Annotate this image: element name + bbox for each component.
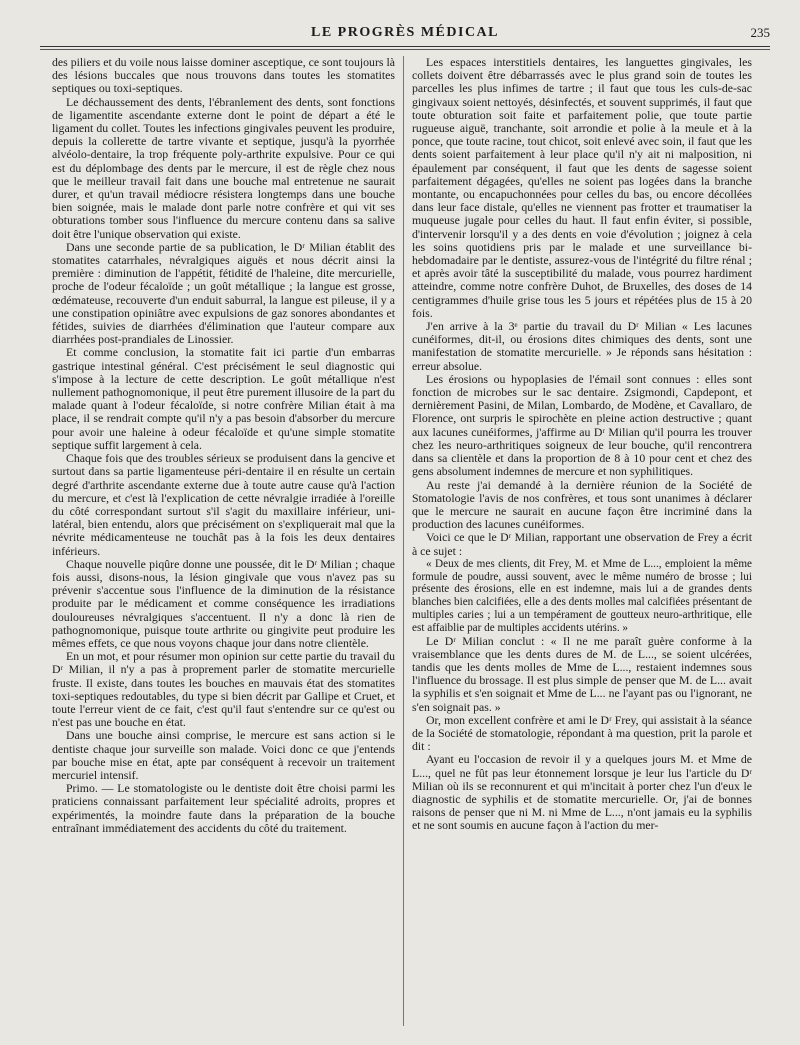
paragraph: Ayant eu l'occasion de revoir il y a quelques jours M. et Mme de L..., quel ne fût pas leur étonnement lorsque je leur lus l'article du Dʳ Milian où ils se reconnurent et qui m'incitait à porter chez l'un d'eux le diagnostic de syphilis et de stomatite mercurielle. Or, j'ai de bonnes raisons de penser que ni M. ni Mme de L..., n'ont jamais eu la syphilis et ne sont soumis en aucune façon à l'action du mer-	[412, 752, 752, 833]
paragraph: Chaque fois que des troubles sérieux se produisent dans la gencive et surtout dans sa partie ligamenteuse péri-dentaire il en résulte un certain degré d'arthrite ascendante externe due à toute autre cause qu'à l'action du mercure, et c'est là l'explication de cette névralgie irradiée à l'oreille du côté correspondant surtout s'il s'agit du maxillaire inférieur, uni-latéral, bien entendu, alors que précisément on s'expliquerait mal que la névrite médicamenteuse ne touchât pas à la fois les deux dentaires inférieurs.	[52, 451, 395, 558]
paragraph: Les espaces interstitiels dentaires, les languettes gingivales, les collets doivent être débarrassés avec le plus grand soin de toutes les parcelles les plus infimes de tartre ; il faut que tous les culs-de-sac gingivaux soient nettoyés, désinfectés, et souvent supprimés, il faut que toute obturation soit faite et parfaitement polie, que toute partie rugueuse aiguë, tranchante, soit arrondie et polie à la meule et à la ponce, que toute racine, tout chicot, soit enlevé avec soin, il faut que les dents soient parfaitement à leur place qu'il n'y ait ni malposition, ni épaulement par conséquent, il faut que les dents de sagesse soient parfaitement dégagées, qu'elles ne soient pas logées dans la branche montante, ou encapuchonnées pour celles du bas, ou encore décollées dans leur face distale, qu'elles ne viennent pas frotter et traumatiser la muqueuse jugale pour celles du haut. Il faut enfin éviter, si possible, d'intervenir lorsqu'il y a des dents en voie d'évolution ; joignez à cela les soins quotidiens pris par le malade et une surveillance bi-hebdomadaire par le dentiste, assurez-vous de l'intégrité du filtre rénal ; et après avoir tâté la susceptibilité du malade, vous pourrez hardiment atteindre, comme notre confrère Duhot, de Bruxelles, des doses de 14 centigrammes d'huile grise tous les 5 jours et répétées plus de 15 à 20 fois.	[412, 56, 752, 320]
left-column	[52, 56, 395, 1031]
paragraph: Primo. — Le stomatologiste ou le dentiste doit être choisi parmi les praticiens connaissant parfaitement leur spécialité adroits, propres et expérimentés, la moindre faute dans la préparation de la bouche entraînant immédiatement des accidents du côté du traitement.	[52, 781, 395, 835]
paragraph: Dans une bouche ainsi comprise, le mercure est sans action si le dentiste chaque jour surveille son malade. Voici donc ce que j'entends par bouche mise en état, apte par conséquent à recevoir un traitement mercuriel intensif.	[52, 728, 395, 782]
page-number: 235	[750, 25, 770, 40]
paragraph: Le Dʳ Milian conclut : « Il ne me paraît guère conforme à la vraisemblance que les dents dures de M. de L..., se soient ulcérées, tandis que les dents molles de Mme de L..., restaient indemnes sous l'influence du brossage. Il est plus simple de penser que M. de L... avait la syphilis et s'en soignait et Mme de L... ne l'ayant pas ou l'ignorant, ne s'en soignait pas. »	[412, 633, 752, 714]
paragraph: Or, mon excellent confrère et ami le Dʳ Frey, qui assistait à la séance de la Société de stomatologie, répondant à ma question, prit la parole et dit :	[412, 712, 752, 754]
paragraph: Et comme conclusion, la stomatite fait ici partie d'un embarras gastrique intestinal général. C'est précisément le seul diagnostic qui s'impose à la lecture de cette description. Le goût métallique n'est nullement pathognomonique, il peut être purement illusoire de la part du malade quant à l'odeur fécaloïde, si notre confrère Milian était à ma place, il se rendrait compte qu'il n'y a pas besoin d'absorber du mercure pour avoir une haleine à odeur fécaloïde et qu'une simple stomatite septique suffit largement à cela.	[52, 345, 395, 452]
paragraph: Chaque nouvelle piqûre donne une poussée, dit le Dʳ Milian ; chaque fois aussi, disons-nous, la lésion gingivale que vous n'avez pas su prévenir s'accentue sous l'influence de la diminution de la résistance produite par le médicament et comme conséquence les irradiations douloureuses névralgiques s'accentuent. Il n'y a donc là rien de pathognomonique, puisque toute arthrite ou gingivite peut produire les mêmes effets, ce que nous voyons chaque jour dans notre clientèle.	[52, 556, 395, 650]
journal-title: LE PROGRÈS MÉDICAL	[310, 25, 500, 40]
header-rule-secondary	[40, 49, 770, 50]
running-header	[40, 22, 770, 50]
right-column	[412, 56, 752, 1031]
paragraph: des piliers et du voile nous laisse dominer asceptique, ce sont toujours là des lésions buccales que nous trouvons dans toutes les stomatites septiques ou toxi-septiques.	[52, 56, 395, 96]
header-rule	[40, 46, 770, 47]
paragraph: Le déchaussement des dents, l'ébranlement des dents, sont fonctions de ligamentite ascendante externe dont le point de départ a été le ligament du collet. Toutes les infections gingivales peuvent les produire, depuis la collerette de tartre vivante et septique, jusqu'à la pyorrhée alvéolo-dentaire, la trop fréquente poly-arthrite expulsive. Pour ce qui est du déplombage des dents par le mercure, il est de règle chez nous que le meilleur travail fait dans une bouche mal entretenue ne saurait durer, et qu'un travail médiocre résistera longtemps dans une bouche bien soignée, mais le malade dont parle notre confrère et qui vit ses obturations tomber sous l'influence du mercure contenu dans sa salive doit être l'unique observation qui existe.	[52, 94, 395, 241]
column-divider	[403, 56, 404, 1026]
paragraph: Au reste j'ai demandé à la dernière réunion de la Société de Stomatologie l'avis de nos confrères, et tous sont unanimes à déclarer que le mercure ne saurait en aucune façon être incriminé dans la production des lacunes cunéiformes.	[412, 477, 752, 532]
paragraph: Voici ce que le Dʳ Milian, rapportant une observation de Frey a écrit à ce sujet :	[412, 530, 752, 558]
paragraph: En un mot, et pour résumer mon opinion sur cette partie du travail du Dʳ Milian, il n'y a pas à proprement parler de stomatite mercurielle fruste. Il existe, dans toutes les bouches en mauvais état des stomatites toxi-septiques redoutables, du type si bien décrit par Gallipe et Cruet, et toute l'erreur vient de ce fait, c'est qu'il faut s'entendre sur ce qu'est ou n'est pas une bouche en état.	[52, 649, 395, 730]
paragraph: J'en arrive à la 3ᵉ partie du travail du Dʳ Milian « Les lacunes cunéiformes, dit-il, ou érosions dites chimiques des dents, sont une manifestation de stomatite mercurielle. » Je réponds sans hésitation : erreur absolue.	[412, 319, 752, 373]
paragraph: Les érosions ou hypoplasies de l'émail sont connues : elles sont fonction de microbes sur le sac dentaire. Zsigmondi, Capdepont, et dernièrement Pasini, de Milan, Lombardo, de Modène, et Cavallaro, de Florence, ont surpris le spirochète en pleine action destructive ; quant aux lacunes cunéiformes, j'affirme au Dʳ Milian qu'il pourra les trouver chez les neuro-arthritiques soigneux de leur bouche, qu'il rencontrera dans sa clientèle et dans la proportion de 8 à 10 pour cent et chez des gens absolument indemnes de mercure et non syphilitiques.	[412, 371, 752, 479]
paragraph: Dans une seconde partie de sa publication, le Dʳ Milian établit des stomatites catarrhales, névralgiques aiguës et nous décrit ainsi la première : diminution de l'appétit, fétidité de l'haleine, dite mercurielle, proche de l'odeur fécaloïde ; un goût métallique ; la langue est grosse, œdémateuse, recouverte d'un enduit saburral, la langue est pileuse, il y a une constipation opiniâtre avec expulsions de gaz sonores abondantes et fétides, suivies de diarrhées d'élimination que l'auteur compare aux diarrhées post-prandiales de Linossier.	[52, 239, 395, 347]
quoted-paragraph: « Deux de mes clients, dit Frey, M. et Mme de L..., emploient la même formule de poudre, aussi souvent, avec le même numéro de brosse ; lui présente des érosions, elle en est indemne, mais lui a de grandes dents blanches bien calcifiées, elle a des dents molles mal calcifiées présentant de multiples caries ; lui a un tempérament de goutteux neuro-arthritique, elle est affaiblie par de multiples accidents utérins. »	[412, 557, 752, 634]
